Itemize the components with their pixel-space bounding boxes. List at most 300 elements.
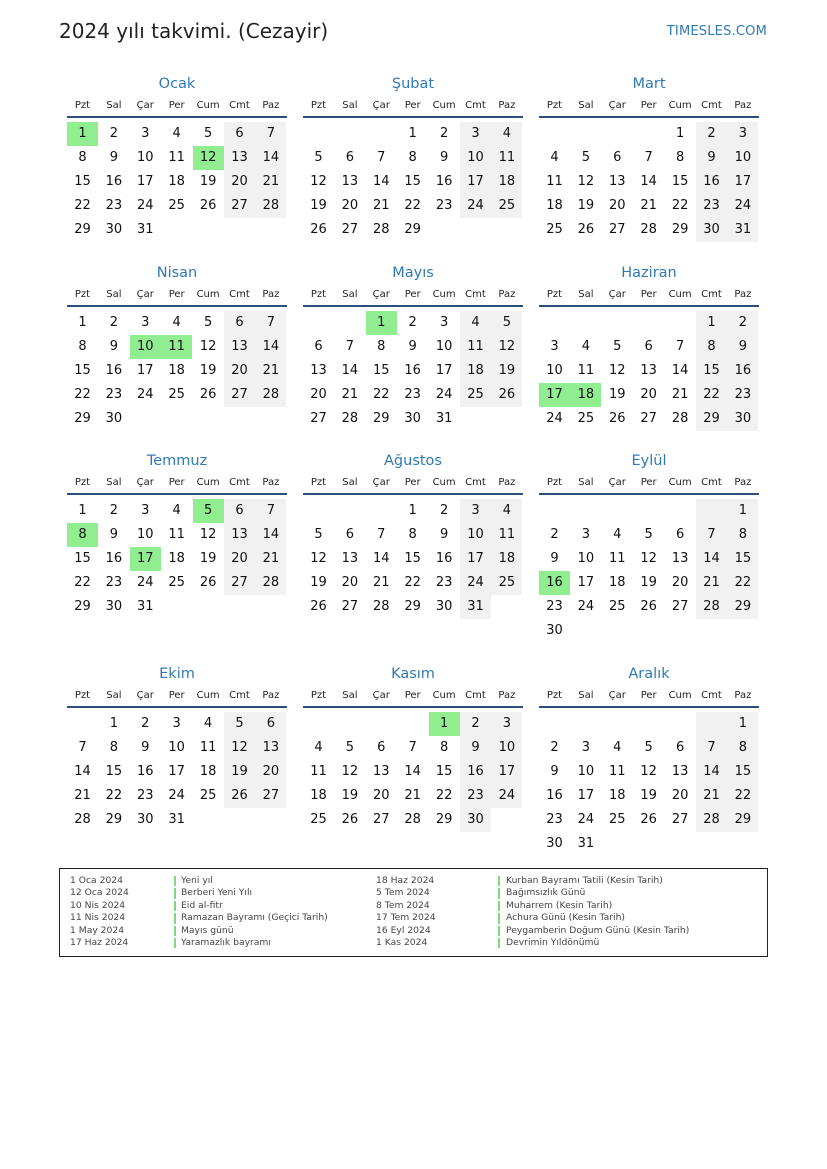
weekday-label: Cum — [668, 100, 692, 111]
day-cell: 17 — [460, 547, 491, 571]
day-cell: 15 — [74, 551, 91, 566]
day-cell: 18 — [168, 174, 185, 189]
day-cell: 15 — [74, 363, 91, 378]
day-cell: 1 — [408, 503, 417, 518]
weekday-label: Çar — [372, 100, 390, 111]
day-cell: 26 — [640, 812, 657, 827]
weekday-label: Sal — [578, 100, 594, 111]
weekday-label: Cum — [432, 690, 456, 701]
day-cell: 3 — [460, 499, 491, 523]
weekday-label: Cum — [196, 289, 220, 300]
day-cell: 28 — [671, 411, 689, 426]
day-cell: 29 — [696, 407, 727, 431]
weekday-label: Çar — [136, 477, 154, 488]
holiday-day-cell: 11 — [161, 335, 192, 359]
day-cell: 12 — [310, 174, 327, 189]
header-divider — [539, 493, 759, 495]
day-cell: 3 — [581, 740, 591, 755]
day-cell: 13 — [224, 146, 255, 170]
day-cell: 5 — [314, 527, 323, 542]
weekday-label: Per — [404, 289, 421, 300]
day-cell: 3 — [491, 712, 522, 736]
weekday-label: Per — [404, 690, 421, 701]
legend-holiday-name: Berberi Yeni Yılı — [181, 887, 253, 899]
day-cell: 23 — [435, 575, 453, 590]
weekday-label: Paz — [734, 100, 752, 111]
legend-date: 11 Nis 2024 — [70, 912, 126, 924]
day-cell: 11 — [546, 174, 563, 189]
day-cell: 9 — [439, 527, 449, 542]
holiday-legend — [59, 868, 768, 957]
weekday-label: Çar — [372, 477, 390, 488]
day-cell: 23 — [105, 198, 123, 213]
weekday-label: Per — [640, 100, 657, 111]
day-cell: 8 — [377, 339, 386, 354]
day-cell: 11 — [609, 764, 626, 779]
header-divider — [303, 116, 523, 118]
day-cell: 16 — [137, 764, 154, 779]
day-cell: 19 — [577, 198, 595, 213]
weekday-header — [539, 99, 759, 115]
day-cell: 19 — [224, 760, 255, 784]
day-cell: 27 — [341, 222, 359, 237]
day-cell: 24 — [460, 194, 491, 218]
legend-row — [376, 900, 676, 912]
day-cell: 9 — [550, 764, 559, 779]
day-cell: 24 — [577, 812, 595, 827]
day-cell: 27 — [224, 383, 255, 407]
day-cell: 16 — [435, 174, 453, 189]
day-cell: 9 — [460, 736, 491, 760]
day-cell: 20 — [341, 575, 359, 590]
legend-row — [70, 887, 370, 899]
day-cell: 21 — [696, 784, 727, 808]
day-cell: 30 — [727, 407, 758, 431]
day-cell: 17 — [727, 170, 758, 194]
day-cell: 17 — [577, 788, 595, 803]
legend-marker — [498, 913, 500, 923]
day-cell: 10 — [546, 363, 563, 378]
day-cell: 26 — [224, 784, 255, 808]
day-cell: 6 — [675, 527, 685, 542]
legend-date: 17 Tem 2024 — [376, 912, 436, 924]
day-cell: 4 — [172, 503, 181, 518]
day-cell: 5 — [613, 339, 622, 354]
day-cell: 22 — [404, 575, 421, 590]
day-cell: 6 — [345, 150, 355, 165]
day-cell: 26 — [491, 383, 522, 407]
weekday-label: Çar — [608, 100, 626, 111]
day-cell: 11 — [609, 551, 626, 566]
day-cell: 22 — [727, 784, 758, 808]
holiday-day-cell: 5 — [193, 499, 224, 523]
day-cell: 9 — [439, 150, 449, 165]
day-cell: 25 — [168, 575, 185, 590]
day-cell: 26 — [199, 387, 217, 402]
day-cell: 3 — [141, 315, 150, 330]
day-cell: 20 — [224, 170, 255, 194]
day-cell: 19 — [491, 359, 522, 383]
day-cell: 25 — [546, 222, 563, 237]
weekday-label: Paz — [734, 477, 752, 488]
day-cell: 28 — [74, 812, 91, 827]
legend-holiday-name: Bağımsızlık Günü — [506, 887, 586, 899]
weekday-label: Çar — [372, 690, 390, 701]
day-cell: 18 — [609, 575, 626, 590]
day-cell: 17 — [491, 760, 522, 784]
day-cell: 10 — [460, 146, 491, 170]
day-cell: 2 — [439, 503, 449, 518]
day-cell: 12 — [199, 339, 217, 354]
day-cell: 10 — [137, 527, 154, 542]
day-cell: 28 — [255, 571, 286, 595]
day-cell: 27 — [671, 812, 689, 827]
day-cell: 3 — [172, 716, 181, 731]
legend-date: 10 Nis 2024 — [70, 899, 126, 911]
day-cell: 7 — [255, 122, 286, 146]
day-cell: 29 — [727, 595, 758, 619]
day-cell: 6 — [377, 740, 386, 755]
day-cell: 16 — [727, 359, 758, 383]
day-cell: 20 — [671, 788, 689, 803]
legend-marker — [174, 876, 176, 886]
legend-row — [376, 875, 676, 887]
weekday-label: Sal — [106, 477, 122, 488]
day-cell: 27 — [609, 222, 626, 237]
holiday-day-cell: 18 — [570, 383, 601, 407]
legend-row — [376, 937, 676, 949]
day-cell: 9 — [727, 335, 758, 359]
day-cell: 25 — [609, 812, 626, 827]
day-cell: 17 — [137, 363, 154, 378]
legend-marker — [498, 901, 500, 911]
day-cell: 24 — [137, 198, 154, 213]
holiday-day-cell: 10 — [130, 335, 161, 359]
weekday-header — [539, 476, 759, 492]
day-cell: 30 — [105, 599, 123, 614]
day-cell: 26 — [310, 599, 327, 614]
day-cell: 6 — [675, 740, 685, 755]
weekday-label: Pzt — [310, 100, 327, 111]
day-cell: 11 — [310, 764, 327, 779]
day-cell: 21 — [255, 359, 286, 383]
weekday-label: Per — [168, 289, 185, 300]
legend-row — [70, 937, 370, 949]
day-cell: 22 — [404, 198, 421, 213]
day-cell: 16 — [105, 363, 123, 378]
day-cell: 27 — [671, 599, 689, 614]
weekday-label: Cmt — [465, 289, 486, 300]
day-cell: 10 — [577, 551, 595, 566]
legend-date: 18 Haz 2024 — [376, 875, 435, 886]
legend-date: 1 Oca 2024 — [70, 875, 123, 886]
day-cell: 29 — [435, 812, 453, 827]
legend-marker — [174, 901, 176, 911]
day-cell: 31 — [577, 836, 595, 851]
header-divider — [67, 706, 287, 708]
day-cell: 29 — [404, 599, 421, 614]
weekday-label: Sal — [578, 477, 594, 488]
day-cell: 19 — [199, 174, 217, 189]
weekday-label: Sal — [342, 690, 358, 701]
day-cell: 24 — [435, 387, 453, 402]
day-cell: 13 — [341, 551, 359, 566]
day-cell: 25 — [491, 194, 522, 218]
weekday-header — [67, 99, 287, 115]
day-cell: 26 — [199, 198, 217, 213]
day-cell: 4 — [460, 311, 491, 335]
day-cell: 13 — [373, 764, 390, 779]
legend-row — [376, 912, 676, 924]
day-cell: 31 — [168, 812, 185, 827]
day-cell: 6 — [224, 499, 255, 523]
legend-holiday-name: Devrimin Yıldönümü — [506, 937, 600, 948]
weekday-label: Cum — [196, 477, 220, 488]
day-cell: 29 — [671, 222, 689, 237]
day-cell: 6 — [345, 527, 355, 542]
legend-date: 8 Tem 2024 — [376, 899, 430, 911]
month-name: Temmuz — [146, 453, 208, 469]
day-cell: 6 — [255, 712, 286, 736]
day-cell: 3 — [439, 315, 449, 330]
weekday-label: Paz — [734, 289, 752, 300]
day-cell: 21 — [255, 170, 286, 194]
day-cell: 29 — [105, 812, 123, 827]
weekday-label: Sal — [106, 289, 122, 300]
day-cell: 3 — [141, 503, 150, 518]
day-cell: 17 — [137, 174, 154, 189]
weekday-label: Pzt — [74, 477, 91, 488]
day-cell: 20 — [310, 387, 327, 402]
day-cell: 31 — [137, 599, 154, 614]
day-cell: 10 — [491, 736, 522, 760]
day-cell: 24 — [460, 571, 491, 595]
day-cell: 15 — [727, 760, 758, 784]
day-cell: 10 — [137, 150, 154, 165]
day-cell: 12 — [199, 527, 217, 542]
day-cell: 13 — [671, 551, 689, 566]
weekday-label: Pzt — [310, 289, 327, 300]
legend-holiday-name: Muharrem (Kesin Tarih) — [506, 899, 613, 911]
day-cell: 23 — [105, 387, 123, 402]
day-cell: 30 — [105, 222, 123, 237]
day-cell: 14 — [255, 146, 286, 170]
weekday-label: Sal — [342, 100, 358, 111]
weekday-header — [67, 476, 287, 492]
month-name: Mart — [632, 76, 666, 92]
day-cell: 14 — [74, 764, 91, 779]
weekday-label: Cmt — [701, 289, 722, 300]
weekday-label: Cmt — [229, 690, 250, 701]
weekday-header — [67, 288, 287, 304]
day-cell: 24 — [137, 387, 154, 402]
day-cell: 17 — [460, 170, 491, 194]
day-cell: 16 — [105, 174, 123, 189]
day-cell: 3 — [141, 126, 150, 141]
weekday-label: Per — [404, 477, 421, 488]
day-cell: 2 — [439, 126, 449, 141]
day-cell: 8 — [727, 736, 758, 760]
day-cell: 19 — [609, 387, 626, 402]
day-cell: 3 — [581, 527, 591, 542]
holiday-day-cell: 12 — [193, 146, 224, 170]
legend-marker — [498, 938, 500, 948]
day-cell: 14 — [341, 363, 359, 378]
weekday-label: Cum — [196, 100, 220, 111]
weekday-label: Cum — [432, 100, 456, 111]
day-cell: 30 — [546, 623, 563, 638]
day-cell: 23 — [105, 575, 123, 590]
day-cell: 14 — [255, 523, 286, 547]
day-cell: 24 — [727, 194, 758, 218]
day-cell: 23 — [460, 784, 491, 808]
month-name: Haziran — [621, 265, 677, 281]
month-name: Eylül — [631, 453, 667, 469]
header-divider — [67, 305, 287, 307]
legend-holiday-name: Kurban Bayramı Tatili (Kesin Tarih) — [506, 875, 663, 886]
legend-row — [70, 875, 370, 887]
day-cell: 6 — [613, 150, 622, 165]
legend-holiday-name: Yeni yıl — [181, 875, 213, 886]
day-cell: 5 — [203, 315, 213, 330]
day-cell: 25 — [460, 383, 491, 407]
day-cell: 4 — [172, 315, 181, 330]
weekday-label: Çar — [136, 100, 154, 111]
day-cell: 29 — [727, 808, 758, 832]
weekend-blank — [696, 499, 727, 523]
day-cell: 15 — [727, 547, 758, 571]
day-cell: 12 — [224, 736, 255, 760]
legend-date: 1 May 2024 — [70, 924, 125, 936]
weekday-label: Sal — [578, 289, 594, 300]
day-cell: 4 — [613, 527, 622, 542]
day-cell: 4 — [491, 122, 522, 146]
day-cell: 10 — [460, 523, 491, 547]
month-name: Kasım — [391, 666, 435, 682]
day-cell: 2 — [727, 311, 758, 335]
day-cell: 25 — [577, 411, 595, 426]
day-cell: 7 — [696, 523, 727, 547]
day-cell: 11 — [460, 335, 491, 359]
day-cell: 18 — [546, 198, 563, 213]
day-cell: 19 — [199, 551, 217, 566]
day-cell: 27 — [640, 411, 657, 426]
weekday-label: Per — [640, 289, 657, 300]
legend-marker — [498, 926, 500, 936]
day-cell: 18 — [168, 363, 185, 378]
legend-marker — [174, 913, 176, 923]
day-cell: 16 — [435, 551, 453, 566]
weekday-label: Çar — [136, 289, 154, 300]
day-cell: 22 — [727, 571, 758, 595]
day-cell: 25 — [310, 812, 327, 827]
day-cell: 11 — [168, 150, 185, 165]
day-cell: 7 — [644, 150, 653, 165]
day-cell: 7 — [255, 499, 286, 523]
day-cell: 16 — [105, 551, 123, 566]
day-cell: 8 — [109, 740, 119, 755]
day-cell: 14 — [255, 335, 286, 359]
day-cell: 13 — [640, 363, 657, 378]
legend-row — [376, 887, 676, 899]
day-cell: 21 — [255, 547, 286, 571]
weekday-label: Pzt — [74, 289, 91, 300]
day-cell: 12 — [577, 174, 595, 189]
day-cell: 27 — [373, 812, 390, 827]
day-cell: 1 — [727, 712, 758, 736]
day-cell: 3 — [727, 122, 758, 146]
weekday-header — [67, 689, 287, 705]
day-cell: 16 — [404, 363, 421, 378]
day-cell: 20 — [609, 198, 626, 213]
weekday-label: Cmt — [229, 477, 250, 488]
day-cell: 15 — [105, 764, 123, 779]
day-cell: 16 — [546, 788, 563, 803]
day-cell: 4 — [314, 740, 323, 755]
day-cell: 30 — [105, 411, 123, 426]
day-cell: 20 — [224, 359, 255, 383]
day-cell: 1 — [675, 126, 685, 141]
day-cell: 12 — [609, 363, 626, 378]
day-cell: 28 — [696, 595, 727, 619]
day-cell: 8 — [408, 150, 417, 165]
day-cell: 5 — [491, 311, 522, 335]
day-cell: 15 — [404, 174, 421, 189]
day-cell: 13 — [224, 335, 255, 359]
weekday-label: Pzt — [310, 690, 327, 701]
brand-link[interactable]: TIMESLES.COM — [666, 24, 767, 39]
day-cell: 19 — [341, 788, 359, 803]
day-cell: 5 — [581, 150, 591, 165]
weekday-label: Paz — [262, 690, 280, 701]
day-cell: 14 — [404, 764, 421, 779]
day-cell: 13 — [255, 736, 286, 760]
day-cell: 23 — [546, 599, 563, 614]
header-divider — [539, 116, 759, 118]
day-cell: 25 — [168, 387, 185, 402]
day-cell: 13 — [224, 523, 255, 547]
day-cell: 15 — [404, 551, 421, 566]
legend-holiday-name: Mayıs günü — [181, 924, 234, 936]
day-cell: 7 — [78, 740, 87, 755]
header-divider — [303, 706, 523, 708]
day-cell: 1 — [408, 126, 417, 141]
day-cell: 9 — [141, 740, 150, 755]
day-cell: 8 — [696, 335, 727, 359]
day-cell: 9 — [109, 150, 119, 165]
legend-row — [70, 900, 370, 912]
day-cell: 10 — [727, 146, 758, 170]
weekday-header — [303, 288, 523, 304]
day-cell: 17 — [168, 764, 185, 779]
day-cell: 23 — [546, 812, 563, 827]
day-cell: 26 — [199, 575, 217, 590]
day-cell: 28 — [255, 383, 286, 407]
day-cell: 5 — [224, 712, 255, 736]
weekday-label: Pzt — [74, 690, 91, 701]
holiday-day-cell: 17 — [130, 547, 161, 571]
header-divider — [303, 493, 523, 495]
day-cell: 26 — [577, 222, 595, 237]
legend-row — [376, 924, 690, 937]
day-cell: 8 — [675, 150, 685, 165]
day-cell: 24 — [137, 575, 154, 590]
day-cell: 21 — [404, 788, 421, 803]
day-cell: 10 — [168, 740, 185, 755]
day-cell: 9 — [696, 146, 727, 170]
day-cell: 7 — [408, 740, 417, 755]
day-cell: 24 — [168, 788, 185, 803]
